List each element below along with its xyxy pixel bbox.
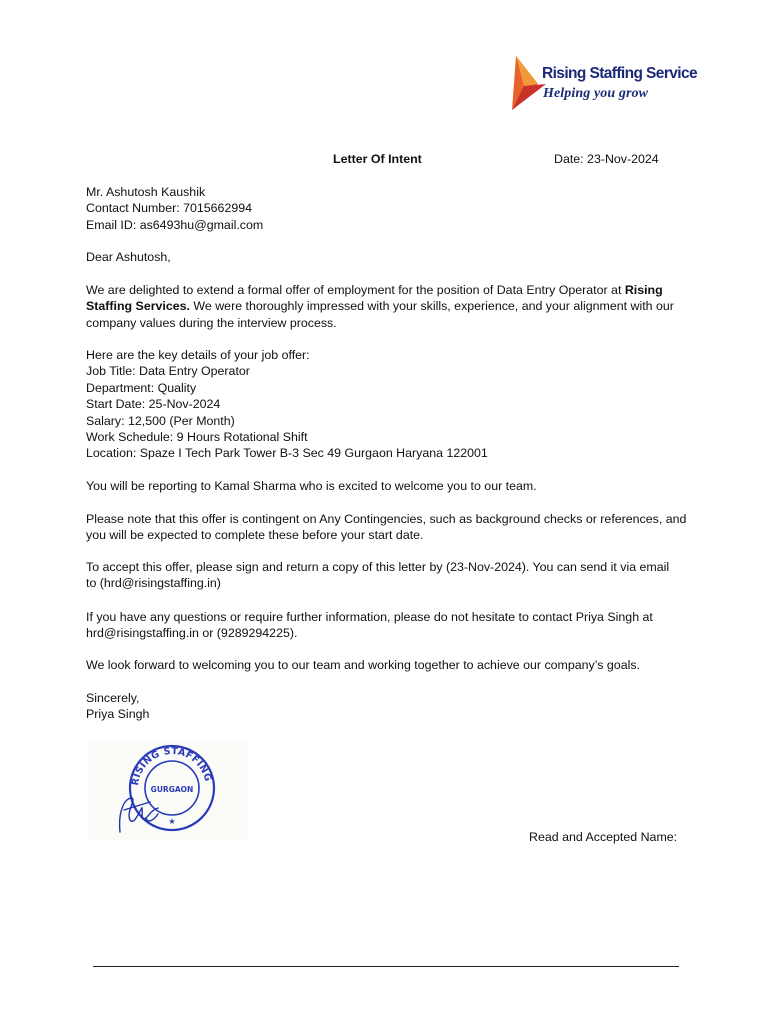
questions-paragraph: If you have any questions or require further information, please do not hesitate to contact Priya Singh at hrd@risingstaffing.in or (9289294225). xyxy=(86,610,653,641)
intro-part1: We are delighted to extend a formal offer of employment for the position of Data Entry Operator at xyxy=(86,283,625,297)
letter-title: Letter Of Intent xyxy=(333,152,422,166)
signoff xyxy=(86,690,706,723)
detail-item: Salary: 12,500 (Per Month) xyxy=(86,413,235,428)
recipient-name: Mr. Ashutosh Kaushik xyxy=(86,185,206,199)
rising-arrow-icon xyxy=(510,54,550,114)
recipient-email: Email ID: as6493hu@gmail.com xyxy=(86,217,264,232)
greeting: Dear Ashutosh, xyxy=(86,250,171,264)
intro-paragraph xyxy=(86,282,694,331)
offer-details xyxy=(86,347,706,462)
brand-name: Rising Staffing Service xyxy=(542,65,698,82)
accept-paragraph: To accept this offer, please sign and return a copy of this letter by (23-Nov-2024). You can send it via email to (hrd@risingstaffing.in) xyxy=(86,560,670,591)
accepted-name-label: Read and Accepted Name: xyxy=(529,830,678,844)
svg-text:★: ★ xyxy=(168,817,176,826)
company-name: Rising Staffing Services. xyxy=(86,283,663,314)
detail-item: Work Schedule: 9 Hours Rotational Shift xyxy=(86,430,308,445)
signature-line xyxy=(93,966,679,967)
signer-name: Priya Singh xyxy=(86,707,150,722)
detail-item: Location: Spaze I Tech Park Tower B-3 Sec 49 Gurgaon Haryana 122001 xyxy=(86,446,488,461)
reporting-paragraph: You will be reporting to Kamal Sharma who is excited to welcome you to our team. xyxy=(86,479,537,493)
detail-item: Job Title: Data Entry Operator xyxy=(86,364,250,379)
recipient-block xyxy=(86,184,706,233)
letter-date: Date: 23-Nov-2024 xyxy=(554,152,659,166)
details-heading: Here are the key details of your job offer: xyxy=(86,348,310,362)
svg-text:GURGAON: GURGAON xyxy=(150,785,194,794)
company-stamp xyxy=(88,740,248,840)
intro-part2: We were thoroughly impressed with your skills, experience, and your alignment with our company values during the interview process. xyxy=(86,299,674,330)
company-logo xyxy=(510,54,698,114)
closing-paragraph: We look forward to welcoming you to our team and working together to achieve our company’s goals. xyxy=(86,658,640,672)
signoff-line: Sincerely, xyxy=(86,691,140,705)
recipient-contact: Contact Number: 7015662994 xyxy=(86,201,253,216)
contingency-paragraph: Please note that this offer is contingent on Any Contingencies, such as background checks or references, and you will be expected to complete these before your start date. xyxy=(86,512,687,543)
detail-item: Department: Quality xyxy=(86,380,197,395)
brand-tagline: Helping you grow xyxy=(543,86,649,101)
svg-text:RISING STAFFING SERVICES: RISING STAFFING xyxy=(129,745,214,787)
stamp-seal-icon xyxy=(88,740,248,840)
detail-item: Start Date: 25-Nov-2024 xyxy=(86,397,221,412)
